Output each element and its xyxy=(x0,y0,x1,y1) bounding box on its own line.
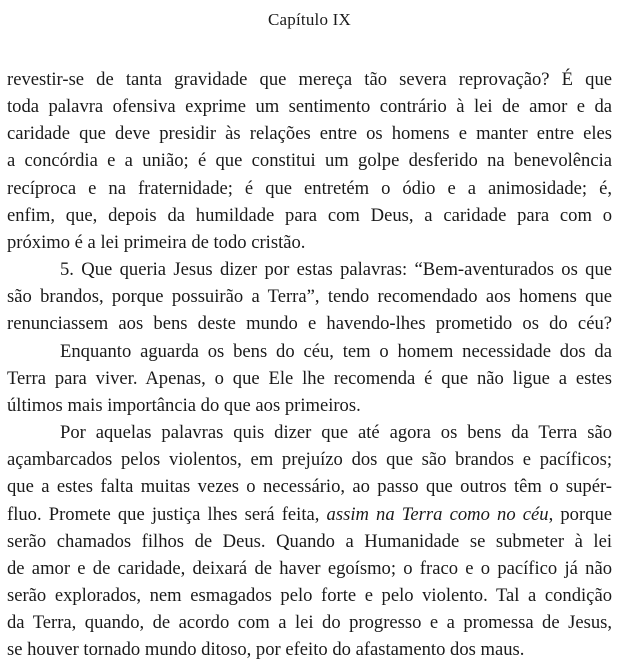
text-line: de amor e de caridade, deixará de haver egoísmo; o fraco e o pacífico já não xyxy=(7,557,612,579)
text-line: serão explorados, nem esmagados pelo forte e pelo violento. Tal a condição xyxy=(7,584,612,606)
text-line: últimos mais importância do que aos primeiros. xyxy=(7,394,361,416)
body-text xyxy=(7,66,612,663)
text-line: Enquanto aguarda os bens do céu, tem o homem necessidade dos da xyxy=(60,340,612,362)
text-line: Por aquelas palavras quis dizer que até agora os bens da Terra são xyxy=(60,422,612,444)
text-line: a concórdia e a união; é que constitui um golpe desferido na benevolência xyxy=(7,150,612,172)
chapter-header: Capítulo IX xyxy=(268,10,351,29)
text-line: da Terra, quando, de acordo com a lei do progresso e a promessa de Jesus, xyxy=(7,612,612,634)
text-line: toda palavra ofensiva exprime um sentimento contrário à lei de amor e da xyxy=(7,96,612,118)
text-segment: , porque xyxy=(548,503,612,525)
text-line: se houver tornado mundo ditoso, por efeito do afastamento dos maus. xyxy=(7,639,525,661)
text-line: serão chamados filhos de Deus. Quando a Humanidade se submeter à lei xyxy=(7,530,612,552)
text-line-with-italic xyxy=(7,501,612,528)
text-line: que a estes falta muitas vezes o necessário, ao passo que outros têm o supér- xyxy=(7,476,612,498)
text-line: recíproca e na fraternidade; é que entretém o ódio e a animosidade; é, xyxy=(7,177,612,199)
text-line: revestir-se de tanta gravidade que mereça tão severa reprovação? É que xyxy=(7,69,612,90)
text-line: renunciassem aos bens deste mundo e havendo-lhes prometido os do céu? xyxy=(7,313,612,335)
italic-phrase: assim na Terra como no céu xyxy=(326,503,549,525)
paragraph-3 xyxy=(7,338,612,419)
text-line: enfim, que, depois da humildade para com Deus, a caridade para com o xyxy=(7,204,612,226)
text-line: são brandos, porque possuirão a Terra”, tendo recomendado aos homens que xyxy=(7,286,612,308)
paragraph-4 xyxy=(7,419,612,663)
text-line: Terra para viver. Apenas, o que Ele lhe recomenda é que não ligue a estes xyxy=(7,367,612,389)
text-line: próximo é a lei primeira de todo cristão. xyxy=(7,231,306,253)
text-line: 5. Que queria Jesus dizer por estas palavras: “Bem-aventurados os que xyxy=(60,259,612,281)
text-line: açambarcados pelos violentos, em prejuízo dos que são brandos e pacíficos; xyxy=(7,449,612,471)
text-segment: fluo. Promete que justiça lhes será feita, xyxy=(7,503,327,525)
text-line: caridade que deve presidir às relações entre os homens e manter entre eles xyxy=(7,123,612,145)
paragraph-2 xyxy=(7,256,612,337)
paragraph-1 xyxy=(7,66,612,256)
